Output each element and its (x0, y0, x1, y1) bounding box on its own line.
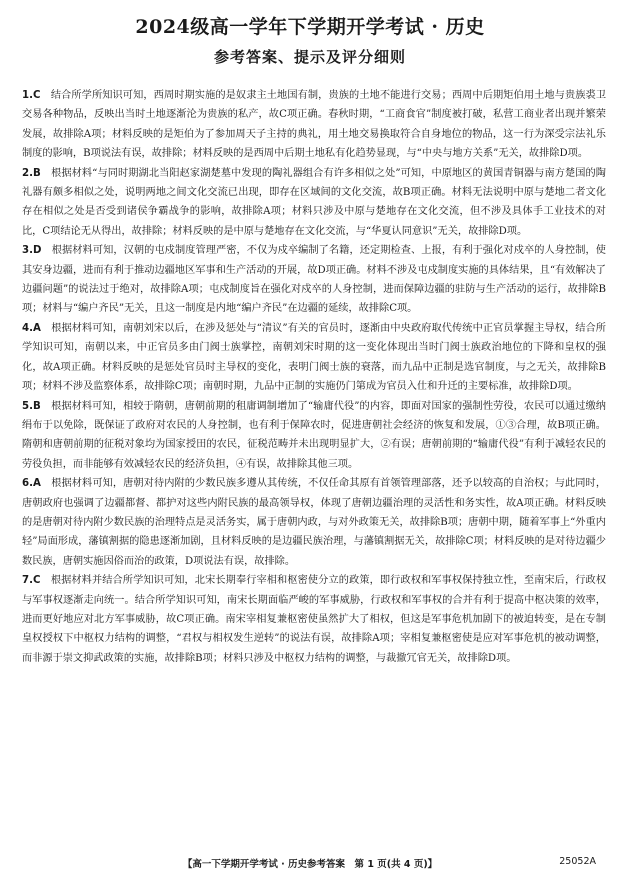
answer-number: 5.B (22, 400, 41, 412)
page-subtitle: 参考答案、提示及评分细则 (213, 48, 406, 66)
answer-text: 根据材料“与同时期湖北当阳赵家湖楚墓中发现的陶礼器组合有许多相似之处”可知，中原地区的黄国青铜器与南方楚国的陶礼器有颇多相似之处，说明两地之间文化交流已出现，即存在区域间的文化交流，故B项正确。材料无法说明中原与楚地二者文化存在相似之处是否受到诸侯争霸战争的影响，故排除A项；材料只涉及中原与楚地存在文化交流，但不涉及具体手工业技术的对比，C项结论无从得出，故排除；材料反映的是中原与楚地存在文化交流，与“华夏认同意识”无关，故排除D项。 (22, 167, 606, 237)
footer-code: 25052A (559, 856, 596, 867)
page-title: 2024级高一学年下学期开学考试 · 历史 (135, 16, 485, 38)
answer-item (22, 397, 606, 475)
answer-text: 根据材料可知，南朝刘宋以后，在涉及惩处与“清议”有关的官员时，逐渐由中央政府取代传统中正官员掌握主导权，结合所学知识可知，南朝以来，中正官员多由门阀士族掌控，南朝刘宋时期的这一变化体现出当时门阀士族政治地位的下降和皇权的强化，故A项正确。材料反映的是惩处官员时主导权的变化，表明门阀士族的衰落，而九品中正制是选官制度，与之无关，故排除B项；材料不涉及监察体系，故排除C项；南朝时期，九品中正制的实施仍门第成为官员入仕和升迁的主要标准，故排除D项。 (22, 322, 606, 393)
answer-number: 6.A (22, 478, 41, 490)
footer-page-info: 【高一下学期开学考试 · 历史参考答案 第 1 页(共 4 页)】 (182, 859, 438, 870)
answer-item (22, 241, 606, 319)
answer-list (22, 86, 606, 668)
answer-text: 根据材料可知，汉朝的屯戍制度管理严密，不仅为戍卒编制了名籍，还定期检查、上报，有利于强化对戍卒的人身控制，使其安身边疆，进而有利于推动边疆地区军事和生产活动的开展，故D项正确。材料不涉及屯戍制度实施的具体结果，且“有效解决了边疆问题”的说法过于绝对，故排除A项；屯戍制度旨在强化对戍卒的人身控制，进而保障边疆的驻防与生产活动的运行，故排除B项；材料与“编户齐民”无关，且这一制度是内地“编户齐民”在边疆的延续，故排除C项。 (22, 245, 606, 315)
answer-number: 1.C (22, 90, 41, 101)
answer-item (22, 164, 606, 242)
answer-text: 根据材料可知，唐朝对待内附的少数民族多遵从其传统，不仅任命其原有首领管理部落，还予以较高的自治权；与此同时，唐朝政府也强调了边疆都督、都护对这些内附民族的最高领导权，体现了唐朝边疆治理的灵活性和务实性，故A项正确。材料反映的是唐朝对待内附少数民族的治理特点是灵活务实，属于唐朝内政，与对外政策无关，故排除B项；唐朝中期，随着军事上“外重内轻”局面形成，藩镇割据的隐患逐渐加剧，且材料反映的是边疆民族治理，与藩镇割据无关，故排除C项；材料反映的是对待边疆少数民族，唐朝实施因俗而治的政策，D项说法有误，故排除。 (22, 478, 607, 567)
answer-item (22, 571, 606, 668)
answer-item (22, 474, 606, 571)
answer-item (22, 86, 606, 164)
answer-text: 根据材料并结合所学知识可知，北宋长期奉行宰相和枢密使分立的政策，即行政权和军事权保持独立性，至南宋后，行政权与军事权逐渐走向统一。结合所学知识可知，南宋长期面临严峻的军事威胁，行政权和军事权的合并有利于提高中枢决策的效率，进而更好地应对北方军事威胁，故C项正确。南宋宰相复兼枢密使虽然扩大了相权，但这是军事危机加剧下的被迫转变，是在专制皇权授权下中枢权力结构的调整，“君权与相权发生逆转”的说法有误，故排除A项；宰相复兼枢密使是应对军事危机的被动调整，而非源于崇文抑武政策的实施，故排除B项；材料只涉及中枢权力结构的调整，与裁撤冗官无关，故排除D项。 (22, 575, 607, 664)
answer-text: 结合所学所知识可知，西周时期实施的是奴隶主土地国有制，贵族的土地不能进行交易；西周中后期矩伯用土地与贵族裘卫交易各种物品，反映出当时土地逐渐沦为贵族的私产，故C项正确。春秋时期，“工商食官”制度被打破，私营工商业者出现并繁荣发展，故排除A项；材料反映的是矩伯为了参加周天子主持的典礼，用土地交易换取符合自身地位的物品，这一行为深受宗法礼乐制度的影响，B项说法有误，故排除；材料反映的是西周中后期土地私有化趋势显现，与“中央与地方关系”无关，故排除D项。 (22, 90, 607, 160)
answer-number: 4.A (22, 322, 41, 334)
answer-number: 3.D (22, 245, 42, 257)
answer-item (22, 319, 606, 397)
answer-number: 2.B (22, 167, 41, 179)
answer-number: 7.C (22, 575, 41, 587)
answer-text: 根据材料可知，相较于隋朝，唐朝前期的租庸调制增加了“输庸代役”的内容，即面对国家的强制性劳役，农民可以通过缴纳绢布于以免除，既保证了政府对农民的人身控制，也有利于保障农时，促进唐朝社会经济的恢复和发展，①③合理，故B项正确。隋朝和唐朝前期的征税对象均为国家授田的农民，征税范畴并未出现明显扩大，②有误；唐朝前期的“输庸代役”有利于减轻农民的劳役负担，而非能够有效减轻农民的经济负担，④有误，故排除其他三项。 (22, 400, 606, 470)
